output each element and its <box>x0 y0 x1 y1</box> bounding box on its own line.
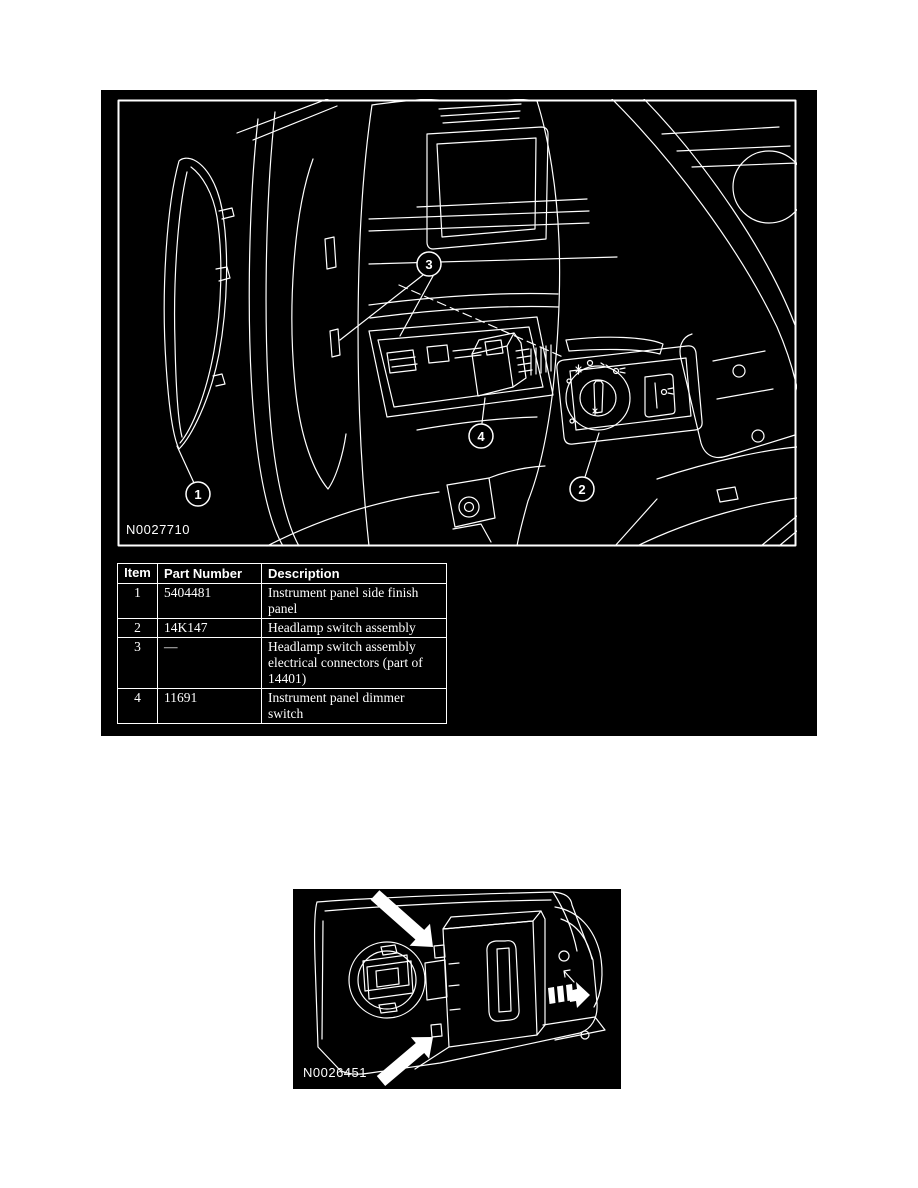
cell-description: Headlamp switch assembly <box>262 619 447 638</box>
cell-item: 4 <box>118 689 158 724</box>
table-row <box>118 638 447 689</box>
electrical-connectors-drawing <box>369 317 553 417</box>
cell-item: 1 <box>118 584 158 619</box>
cell-part-number: — <box>158 638 262 689</box>
header-item: Item <box>118 564 158 584</box>
table-row <box>118 584 447 619</box>
arrow-bottom-icon <box>377 1037 433 1086</box>
svg-text:3: 3 <box>425 257 433 272</box>
table-row <box>118 619 447 638</box>
side-finish-panel-drawing <box>164 158 234 449</box>
figure1-id-label: N0027710 <box>126 522 190 537</box>
dimmer-switch-drawing <box>472 333 532 396</box>
figure-headlamp-assembly <box>293 889 621 1089</box>
callout-4 <box>469 424 493 448</box>
headlamp-assembly-line-art <box>293 889 621 1089</box>
figure2-id-label: N0026451 <box>303 1065 367 1080</box>
cell-item: 2 <box>118 619 158 638</box>
cell-description: Headlamp switch assembly electrical connectors (part of 14401) <box>262 638 447 689</box>
header-description: Description <box>262 564 447 584</box>
steering-wheel-drawing <box>566 99 797 546</box>
parts-table-header-row <box>118 564 447 584</box>
instrument-panel-line-art <box>117 99 797 547</box>
headlamp-housing-drawing <box>315 892 597 1074</box>
parts-table <box>117 563 447 724</box>
cell-item: 3 <box>118 638 158 689</box>
callout-1 <box>186 482 210 506</box>
table-row <box>118 689 447 724</box>
cell-part-number: 14K147 <box>158 619 262 638</box>
arrow-top-icon <box>371 890 433 947</box>
retaining-clips-drawing <box>431 945 445 1037</box>
dash-end-panel-drawing <box>237 99 346 546</box>
svg-text:2: 2 <box>578 482 586 497</box>
header-part-number: Part Number <box>158 564 262 584</box>
headlamp-switch-drawing <box>531 345 702 444</box>
bulb-socket-drawing <box>349 942 447 1018</box>
cell-description: Instrument panel side finish panel <box>262 584 447 619</box>
right-cavity-drawing <box>543 907 605 1040</box>
cell-part-number: 5404481 <box>158 584 262 619</box>
figure-headlamp-switch-removal <box>101 90 817 736</box>
svg-text:4: 4 <box>477 429 485 444</box>
lower-dash-drawing <box>267 417 545 546</box>
callout-3 <box>417 252 441 276</box>
svg-text:1: 1 <box>194 487 202 502</box>
bulb-shield-module-drawing <box>415 911 545 1069</box>
callout-2 <box>570 477 594 501</box>
cell-description: Instrument panel dimmer switch <box>262 689 447 724</box>
cell-part-number: 11691 <box>158 689 262 724</box>
parts-table-body <box>118 584 447 724</box>
